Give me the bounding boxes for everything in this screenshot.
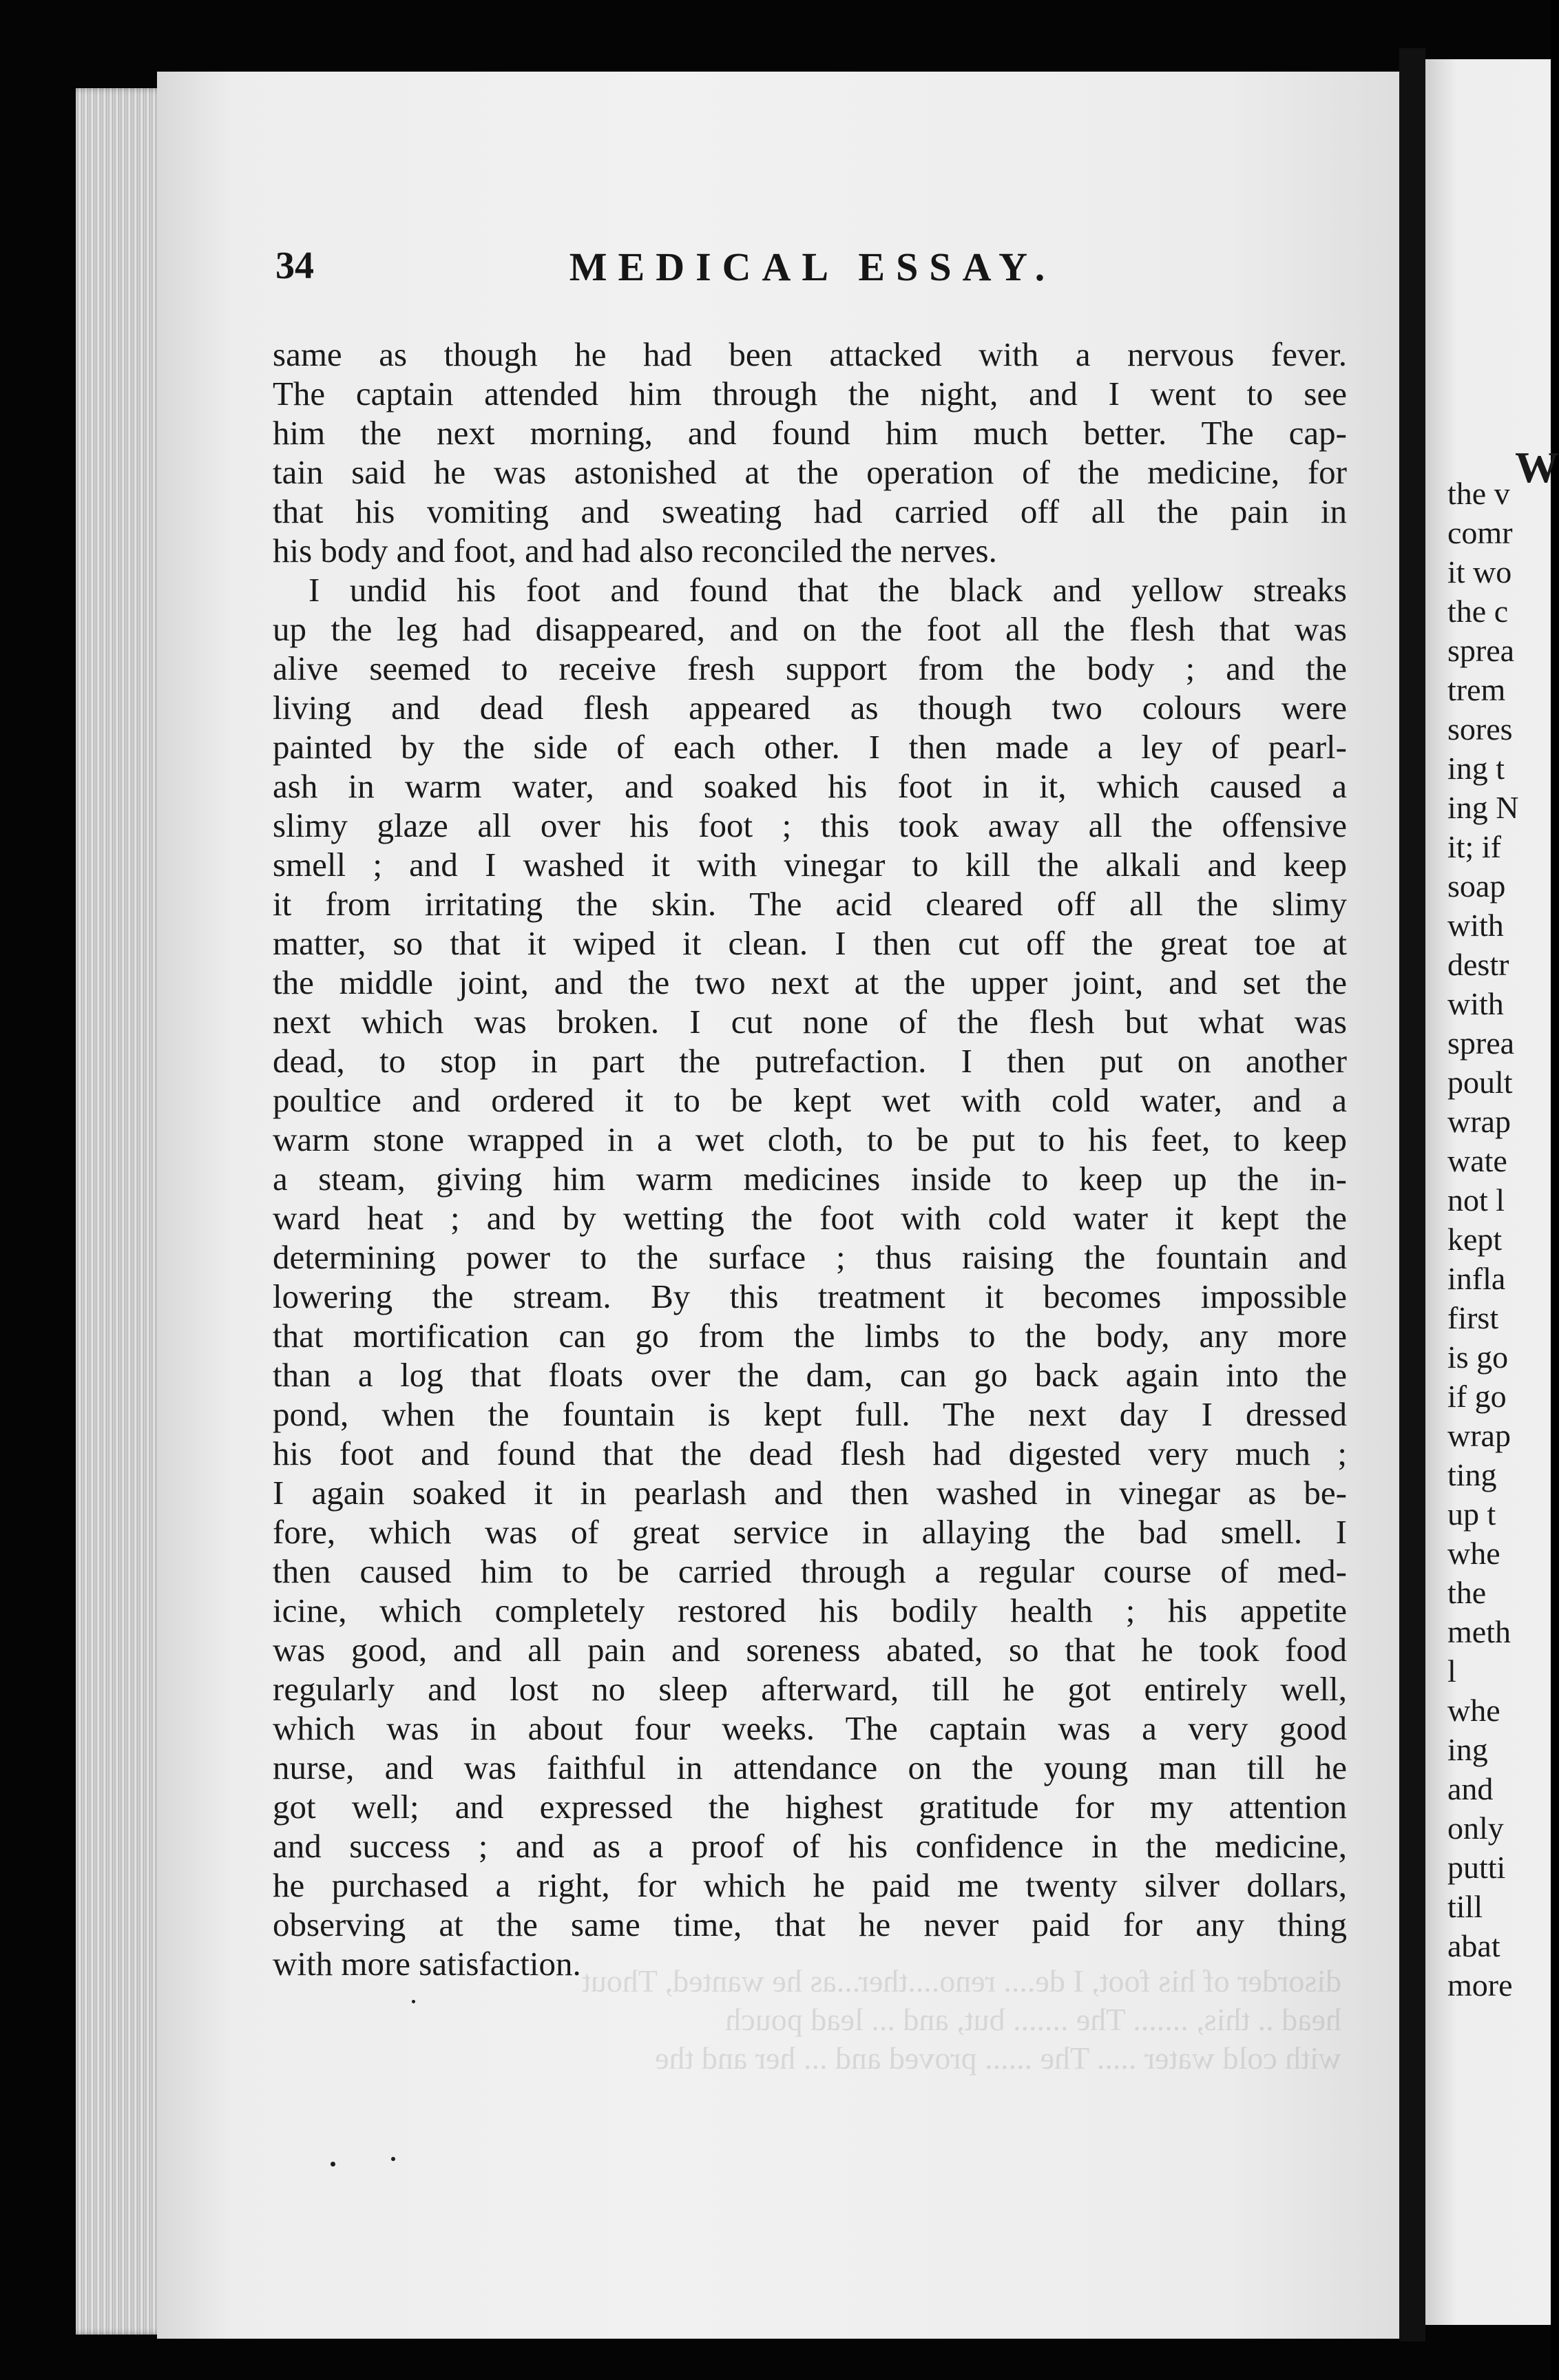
right-page-partial	[1425, 59, 1559, 2325]
facing-page-line: sprea	[1447, 633, 1515, 668]
text-line: then caused him to be carried through a regular course of med-	[273, 1552, 1347, 1590]
text-line: painted by the side of each other. I then made a ley of pearl-	[273, 728, 1347, 766]
running-head	[275, 244, 1350, 306]
text-line: I undid his foot and found that the black and yellow streaks	[308, 571, 1347, 609]
facing-page-line: more	[1447, 1967, 1513, 2003]
text-line: ward heat ; and by wetting the foot with cold water it kept the	[273, 1199, 1347, 1237]
facing-page-line: if go	[1447, 1379, 1507, 1414]
facing-page-line: the	[1447, 1575, 1487, 1610]
facing-page-line: with	[1447, 908, 1504, 943]
facing-page-line: wrap	[1447, 1104, 1511, 1139]
left-page	[157, 72, 1417, 2339]
book-gutter	[1399, 48, 1425, 2341]
text-line: warm stone wrapped in a wet cloth, to be put to his feet, to keep	[273, 1120, 1347, 1158]
facing-page-line: trem	[1447, 672, 1506, 707]
facing-page-line: only	[1447, 1810, 1504, 1846]
text-line: living and dead flesh appeared as though two colours were	[273, 689, 1347, 727]
facing-page-line: till	[1447, 1889, 1483, 1924]
text-line: it from irritating the skin. The acid cleared off all the slimy	[273, 885, 1347, 923]
text-line: observing at the same time, that he never paid for any thing	[273, 1906, 1347, 1943]
text-line: he purchased a right, for which he paid me twenty silver dollars,	[273, 1866, 1347, 1904]
text-line: smell ; and I washed it with vinegar to kill the alkali and keep	[273, 846, 1347, 884]
text-line: alive seemed to receive fresh support from the body ; and the	[273, 649, 1347, 687]
bleed-through-line: with cold water ..... The ...... proved and ... her and the	[655, 2040, 1341, 2076]
text-line: up the leg had disappeared, and on the foot all the flesh that was	[273, 610, 1347, 648]
text-line: with more satisfaction.	[273, 1945, 581, 1983]
facing-page-line: with	[1447, 986, 1504, 1021]
facing-page-line: it; if	[1447, 829, 1501, 864]
page-edges	[76, 88, 165, 2335]
facing-page-line: putti	[1447, 1850, 1506, 1885]
text-line: that mortification can go from the limbs to the body, any more	[273, 1317, 1347, 1355]
facing-page-line: ing t	[1447, 751, 1505, 786]
facing-page-line: not l	[1447, 1182, 1505, 1218]
facing-page-line: ing	[1447, 1732, 1488, 1767]
page-number: 34	[275, 244, 314, 287]
text-line: slimy glaze all over his foot ; this took away all the offensive	[273, 806, 1347, 844]
text-line: same as though he had been attacked with a nervous fever.	[273, 335, 1347, 373]
facing-page-initial: W	[1515, 443, 1559, 492]
facing-page-line: l	[1447, 1653, 1456, 1689]
text-line: matter, so that it wiped it clean. I then cut off the great toe at	[273, 924, 1347, 962]
facing-page-line: whe	[1447, 1693, 1500, 1728]
facing-page-line: the v	[1447, 476, 1510, 511]
text-line: a steam, giving him warm medicines inside to keep up the in-	[273, 1160, 1347, 1198]
text-line: and success ; and as a proof of his confidence in the medicine,	[273, 1827, 1347, 1865]
text-line: tain said he was astonished at the operation of the medicine, for	[273, 453, 1347, 491]
text-line: next which was broken. I cut none of the flesh but what was	[273, 1003, 1347, 1041]
text-line: icine, which completely restored his bodily health ; his appetite	[273, 1591, 1347, 1629]
text-line: regularly and lost no sleep afterward, till he got entirely well,	[273, 1670, 1347, 1708]
body-text	[273, 335, 1347, 1983]
text-line: was good, and all pain and soreness abated, so that he took food	[273, 1631, 1347, 1669]
facing-page-line: up t	[1447, 1496, 1496, 1532]
text-line: poultice and ordered it to be kept wet with cold water, and a	[273, 1081, 1347, 1119]
text-line: than a log that floats over the dam, can go back again into the	[273, 1356, 1347, 1394]
facing-page-line: poult	[1447, 1065, 1513, 1100]
facing-page-line: meth	[1447, 1614, 1511, 1649]
facing-page-line: ing N	[1447, 790, 1519, 825]
running-title: MEDICAL ESSAY.	[569, 244, 1056, 289]
facing-page-line: the c	[1447, 594, 1509, 629]
facing-page-line: abat	[1447, 1928, 1500, 1963]
facing-page-line: kept	[1447, 1222, 1503, 1257]
text-line: which was in about four weeks. The captain was a very good	[273, 1709, 1347, 1747]
text-line: pond, when the fountain is kept full. The next day I dressed	[273, 1395, 1347, 1433]
text-line: dead, to stop in part the putrefaction. I then put on another	[273, 1042, 1347, 1080]
facing-page-line: sores	[1447, 711, 1513, 747]
text-line: ash in warm water, and soaked his foot in it, which caused a	[273, 767, 1347, 805]
text-line: his foot and found that the dead flesh had digested very much ;	[273, 1434, 1347, 1472]
facing-page-line: it wo	[1447, 554, 1512, 589]
facing-page-line: and	[1447, 1771, 1494, 1806]
right-page-text	[1447, 431, 1558, 2005]
facing-page-line: whe	[1447, 1536, 1500, 1571]
facing-page-line: infla	[1447, 1261, 1506, 1296]
text-line: nurse, and was faithful in attendance on the young man till he	[273, 1749, 1347, 1786]
text-line: The captain attended him through the night, and I went to see	[273, 375, 1347, 413]
facing-page-line: wate	[1447, 1143, 1507, 1178]
text-line: him the next morning, and found him much better. The cap-	[273, 414, 1347, 452]
facing-page-line: ting	[1447, 1457, 1497, 1492]
bleed-through-line: head .. this, ....... The ....... but, and ... lead pouch	[725, 2002, 1341, 2037]
text-line: I again soaked it in pearlash and then washed in vinegar as be-	[273, 1474, 1347, 1512]
facing-page-line: soap	[1447, 868, 1506, 904]
bleed-through-line: disorder of his foot, I de.... reno....ther...as he wanted, Thout	[582, 1963, 1341, 1998]
text-line: the middle joint, and the two next at the upper joint, and set the	[273, 963, 1347, 1001]
text-line: his body and foot, and had also reconciled the nerves.	[273, 532, 997, 570]
text-line: lowering the stream. By this treatment it becomes impossible	[273, 1277, 1347, 1315]
facing-page-line: comr	[1447, 515, 1513, 550]
text-line: fore, which was of great service in allaying the bad smell. I	[273, 1513, 1347, 1551]
facing-page-line: sprea	[1447, 1025, 1515, 1061]
facing-page-line: destr	[1447, 947, 1509, 982]
facing-page-line: wrap	[1447, 1418, 1511, 1453]
facing-page-line: first	[1447, 1300, 1499, 1335]
text-line: that his vomiting and sweating had carried off all the pain in	[273, 492, 1347, 530]
text-line: determining power to the surface ; thus raising the fountain and	[273, 1238, 1347, 1276]
facing-page-line: is go	[1447, 1339, 1509, 1375]
text-line: got well; and expressed the highest gratitude for my attention	[273, 1788, 1347, 1826]
